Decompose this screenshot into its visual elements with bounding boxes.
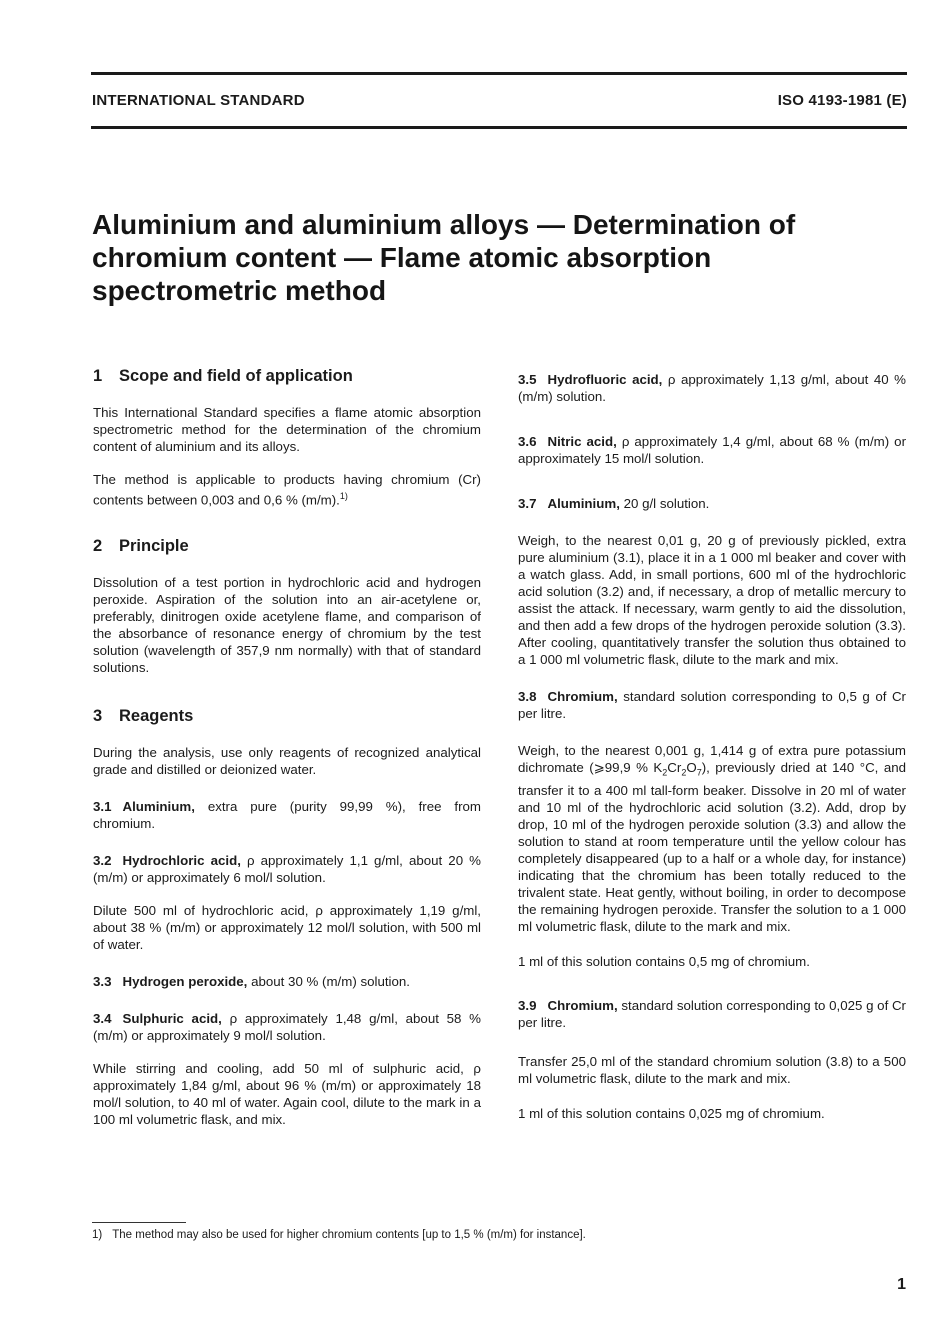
section-number: 1	[93, 367, 103, 385]
reagent-3-2: 3.2 Hydrochloric acid, ρ approximately 1,1 g/ml, about 20 % (m/m) or approximately 6 mol/l solution.	[93, 853, 481, 886]
reagent-3-1: 3.1 Aluminium, extra pure (purity 99,99 %), free from chromium.	[93, 799, 482, 832]
section-1-heading	[93, 366, 481, 386]
section-title: Reagents	[119, 707, 194, 726]
reagent-3-5: 3.5 Hydrofluoric acid, ρ approximately 1,13 g/ml, about 40 % (m/m) solution.	[518, 372, 906, 404]
reagent-3-9: 3.9 Chromium, standard solution corresponding to 0,025 g of Cr per litre.	[518, 997, 906, 1030]
paragraph: Weigh, to the nearest 0,001 g, 1,414 g of extra pure potassium dichromate (⩾99,9 % $K_2Cr_2O_7$), previously dried at 140 °C, and transfer it to a 400 ml tall-form beaker. Dissolve in 20 ml of water and 10 ml of the hydrochloric acid solution (3.2). Add, drop by drop, 10 ml of the hydrogen peroxide solution (3.3) and allow the solution to stand at room temperature until the yellow colour has completely disappeared (up to a half or a whole day, for instance) indicating that the chromium has been totally reduced to the trivalent state. Heat gently, without boiling, in order to decompose the remaining hydrogen peroxide. Transfer the solution to a 1 000 ml volumetric flask, dilute to the mark and mix.	[518, 743, 907, 934]
reagent-3-8: 3.8 Chromium, standard solution corresponding to 0,5 g of Cr per litre.	[518, 689, 906, 721]
paragraph: Dilute 500 ml of hydrochloric acid, ρ approximately 1,19 g/ml, about 38 % (m/m) or approximately 12 mol/l solution, with 500 ml of water.	[93, 903, 481, 953]
footnote-text: The method may also be used for higher chromium contents [up to 1,5 % (m/m) for instance].	[112, 1229, 586, 1241]
footnote-number: 1)	[92, 1229, 103, 1241]
header-right: ISO 4193-1981 (E)	[777, 92, 907, 109]
reagent-3-6: 3.6 Nitric acid, ρ approximately 1,4 g/ml, about 68 % (m/m) or approximately 15 mol/l solution.	[518, 434, 906, 466]
paragraph: Transfer 25,0 ml of the standard chromium solution (3.8) to a 500 ml volumetric flask, dilute to the mark and mix.	[518, 1053, 906, 1086]
section-3-heading	[93, 706, 481, 726]
header-rule	[91, 126, 907, 129]
chemical-formula: $K_2Cr_2O_7$	[653, 760, 702, 778]
paragraph: Weigh, to the nearest 0,01 g, 20 g of previously pickled, extra pure aluminium (3.1), place it in a 1 000 ml beaker and cover with a watch glass. Add, in small portions, 600 ml of the hydrochloric acid solution (3.2) and, if necessary, a drop of metallic mercury to assist the attack. If necessary, warm gently to aid the dissolution, and then add a few drops of the hydrogen peroxide solution (3.3). After cooling, quantitatively transfer the solution thus obtained to a 1 000 ml volumetric flask, dilute to the mark and mix.	[518, 533, 906, 667]
page-number: 1	[897, 1276, 906, 1293]
paragraph: This International Standard specifies a flame atomic absorption spectrometric method for the determination of the chromium content of aluminium and its alloys.	[93, 405, 481, 454]
top-rule	[91, 72, 907, 75]
header-left: INTERNATIONAL STANDARD	[92, 92, 305, 109]
footnote-ref: 1)	[339, 491, 348, 501]
paragraph: 1 ml of this solution contains 0,5 mg of chromium.	[518, 953, 810, 969]
paragraph: While stirring and cooling, add 50 ml of sulphuric acid, ρ approximately 1,84 g/ml, about 96 % (m/m) or approximately 18 mol/l solution, to 40 ml of water. Again cool, dilute to the mark in a 100 ml volumetric flask, and mix.	[93, 1061, 481, 1128]
reagent-3-4: 3.4 Sulphuric acid, ρ approximately 1,48 g/ml, about 58 % (m/m) or approximately 9 mol/l solution.	[93, 1011, 482, 1044]
paragraph: Dissolution of a test portion in hydrochloric acid and hydrogen peroxide. Aspiration of the solution into an air-acetylene or, preferably, dinitrogen oxide acetylene flame, and comparison of the absorbance of resonance energy of chromium by the test solution (wavelength of 357,9 nm normally) with that of standard solutions.	[93, 575, 481, 676]
section-2-heading	[93, 536, 481, 556]
footnote	[92, 1228, 586, 1242]
section-number: 2	[93, 537, 103, 556]
reagent-3-7: 3.7 Aluminium, 20 g/l solution.	[518, 496, 710, 511]
section-number: 3	[93, 707, 103, 726]
paragraph: During the analysis, use only reagents of recognized analytical grade and distilled or deionized water.	[93, 745, 481, 778]
document-title: Aluminium and aluminium alloys — Determination of chromium content — Flame atomic absorption spectrometric method	[92, 209, 796, 306]
section-title: Principle	[119, 537, 189, 556]
paragraph: 1 ml of this solution contains 0,025 mg of chromium.	[518, 1105, 825, 1121]
footnote-rule	[92, 1222, 186, 1223]
reagent-3-3: 3.3 Hydrogen peroxide, about 30 % (m/m) solution.	[93, 974, 410, 990]
section-title: Scope and field of application	[119, 367, 353, 385]
right-column	[518, 371, 906, 1138]
left-column	[93, 366, 481, 1144]
paragraph: The method is applicable to products having chromium (Cr) contents between 0,003 and 0,6 % (m/m).$^{1)}$	[93, 472, 481, 508]
